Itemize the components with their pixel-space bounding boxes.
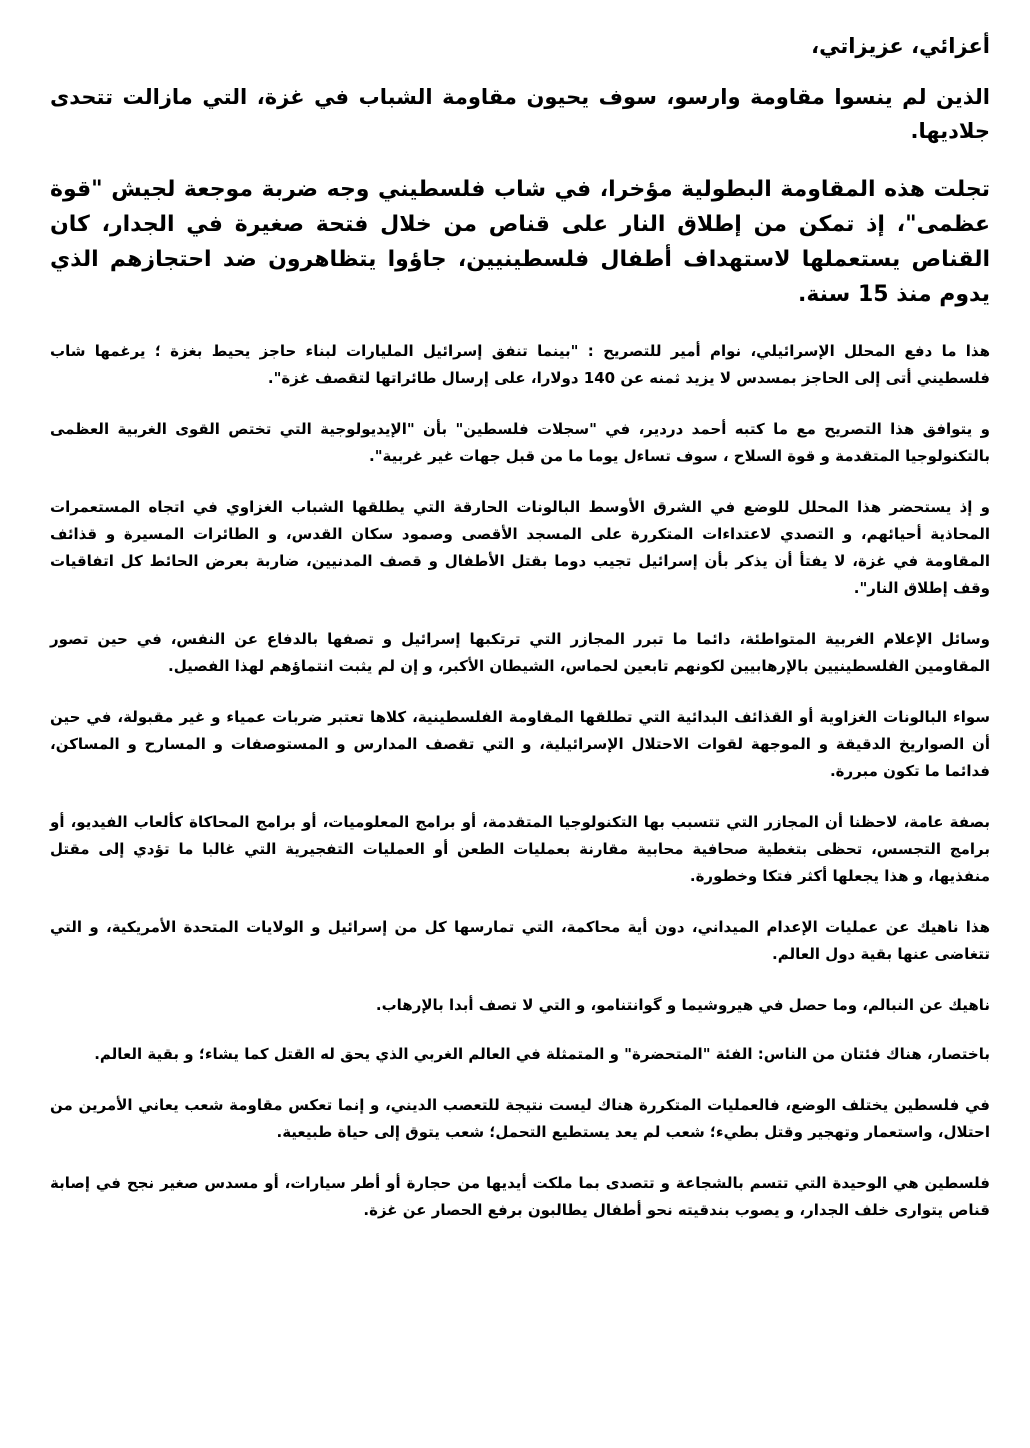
body-paragraph-10: في فلسطين يختلف الوضع، فالعمليات المتكررة هناك ليست نتيجة للتعصب الديني، و إنما تعكس مقاومة شعب يعاني الأمرين من احتلال، واستعمار وتهجير وقتل بطيء؛ شعب لم يعد يستطيع التحمل؛ شعب يتوق إلى حياة طبيعية. [50,1096,990,1141]
body-paragraph-6: بصفة عامة، لاحظنا أن المجازر التي تتسبب بها التكنولوجيا المتقدمة، أو برامج المعلوميات، أو برامج المحاكاة كألعاب الفيديو، أو برامج التجسس، تحظى بتغطية صحافية محابية مقارنة بعمليات الطعن أو العمليات التفجيرية التي غالبا ما تؤدي إلى مقتل منفذيها، و هذا يجعلها أكثر فتكا وخطورة. [50,813,990,885]
body-paragraph-8: ناهيك عن النبالم، وما حصل في هيروشيما و گوانتنامو، و التي لا تصف أبدا بالإرهاب. [375,996,990,1014]
body-paragraph-7: هذا ناهيك عن عمليات الإعدام الميداني، دون أية محاكمة، التي تمارسها كل من إسرائيل و الولايات المتحدة الأمريكية، و التي تتغاضى عنها بقية دول العالم. [50,918,990,963]
body-paragraph-9: باختصار، هناك فئتان من الناس: الفئة "المتحضرة" و المتمثلة في العالم الغربي الذي يحق له القتل كما يشاء؛ و بقية العالم. [94,1045,990,1063]
lead-paragraph-1: الذين لم ينسوا مقاومة وارسو، سوف يحيون مقاومة الشباب في غزة، التي مازالت تتحدى جلاديها. [50,85,990,143]
body-paragraph-11: فلسطين هي الوحيدة التي تتسم بالشجاعة و تتصدى بما ملكت أيديها من حجارة أو أطر سيارات، أو مسدس صغير نجح في إصابة قناص يتوارى خلف الجدار، و يصوب بندقيته نحو أطفال يطالبون برفع الحصار عن غزة. [50,1174,990,1219]
body-paragraph-5: سواء البالونات الغزاوية أو القذائف البدائية التي تطلقها المقاومة الفلسطينية، كلاها تعتبر ضربات عمياء و غير مقبولة، في حين أن الصواريخ الدقيقة و الموجهة لقوات الاحتلال الإسرائيلية، و التي تقصف المدارس و المستوصفات و المسارح و المساكن، فدائما ما تكون مبررة. [50,708,990,780]
body-paragraph-3: و إذ يستحضر هذا المحلل للوضع في الشرق الأوسط البالونات الحارقة التي يطلقها الشباب الغزاوي في اتجاه المستعمرات المحاذية أحيائهم، و التصدي لاعتداءات المتكررة على المسجد الأقصى وصمود سكان القدس، و الطائرات المسيرة و قذائف المقاومة في غزة، لا يفتأ أن يذكر بأن إسرائيل تجيب دوما بقتل الأطفال و قصف المدنيين، ضاربة بعرض الحائط كل اتفاقيات وقف إطلاق النار". [50,498,990,597]
salutation: أعزائي، عزيزاتي، [811,34,990,58]
body-paragraph-4: وسائل الإعلام الغربية المتواطئة، دائما ما تبرر المجازر التي ترتكبها إسرائيل و تصفها بالدفاع عن النفس، في حين تصور المقاومين الفلسطينيين بالإرهابيين لكونهم تابعين لحماس، الشيطان الأكبر، و إن لم يثبت انتماؤهم لهذا الفصيل. [50,630,990,675]
lead-paragraph-2: تجلت هذه المقاومة البطولية مؤخرا، في شاب فلسطيني وجه ضربة موجعة لجيش "قوة عظمى"، إذ تمكن من إطلاق النار على قناص من خلال فتحة صغيرة في الجدار، كان القناص يستعملها لاستهداف أطفال فلسطينيين، جاؤوا يتظاهرون ضد احتجازهم الذي يدوم منذ 15 سنة. [50,177,990,307]
body-paragraph-2: و يتوافق هذا التصريح مع ما كتبه أحمد دردير، في "سجلات فلسطين" بأن "الإيديولوجية التي تختص القوى الغربية العظمى بالتكنولوجيا المتقدمة و قوة السلاح ، سوف تساءل يوما ما من قبل جهات غير غربية". [50,420,990,465]
body-paragraph-1: هذا ما دفع المحلل الإسرائيلي، نوام أمير للتصريح : "بينما تنفق إسرائيل المليارات لبناء حاجز يحيط بغزة ؛ يرغمها شاب فلسطيني أتى إلى الحاجز بمسدس لا يزيد ثمنه عن 140 دولارا، على إرسال طائراتها لتقصف غزة". [50,342,990,387]
